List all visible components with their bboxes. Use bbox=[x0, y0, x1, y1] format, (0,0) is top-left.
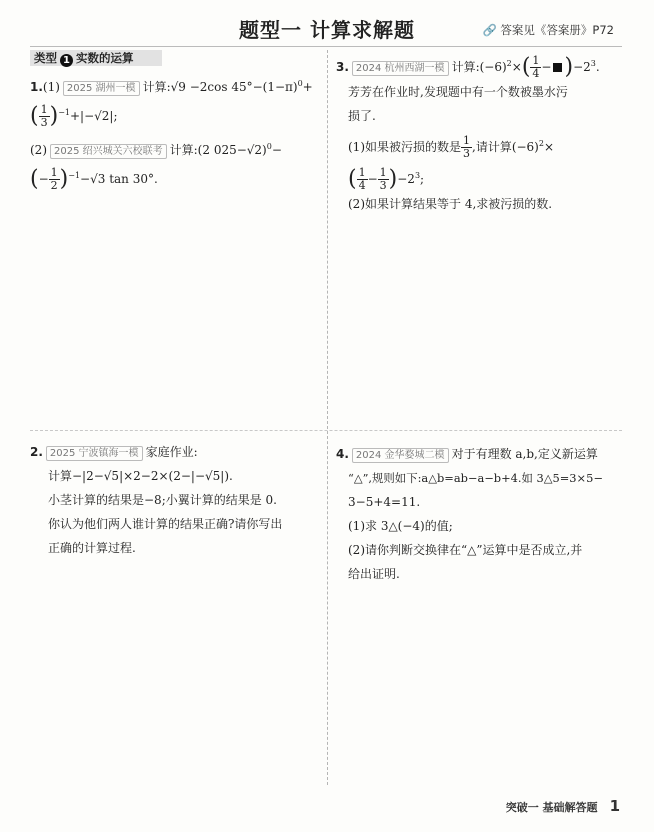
question-text: 芳芳在作业时,发现题中有一个数被墨水污 bbox=[348, 85, 568, 99]
question-4 bbox=[336, 442, 626, 586]
question-text: (2)请你判断交换律在“△”运算中是否成立,并 bbox=[348, 543, 583, 557]
exponent: 0 bbox=[266, 142, 272, 151]
question-text: 计算: bbox=[142, 80, 171, 94]
question-number: 2. bbox=[30, 445, 43, 459]
question-text: 给出证明. bbox=[348, 567, 400, 581]
question-number: 4. bbox=[336, 447, 349, 461]
exponent: 0 bbox=[297, 79, 303, 88]
footer-section: 突破一 基础解答题 bbox=[505, 801, 598, 814]
exponent: 3 bbox=[590, 59, 596, 68]
question-number: 3. bbox=[336, 60, 349, 74]
link-icon: 🔗 bbox=[482, 23, 497, 37]
answer-reference-text: 答案见《答案册》P72 bbox=[500, 23, 614, 37]
expression: −√3 tan 30°. bbox=[80, 172, 158, 186]
exponent: −1 bbox=[58, 108, 70, 117]
operator: × bbox=[543, 140, 555, 154]
question-text: 正确的计算过程. bbox=[48, 541, 136, 555]
question-text: 家庭作业: bbox=[145, 445, 198, 459]
operator: − bbox=[271, 143, 282, 157]
operator: − bbox=[38, 172, 49, 186]
fraction: $\frac{1}{3}$ bbox=[463, 134, 470, 160]
question-text: ,请计算(−6) bbox=[472, 140, 539, 154]
question-number: 1. bbox=[30, 80, 43, 94]
punctuation: ; bbox=[420, 172, 425, 186]
question-1: 1.(1) 2025 湖州一模 计算:√9 −2cos $45^\circ-(1-\pi)^0+$ ( $\frac{1}{3}$ )$^{-1}$+|−√2|; (2) 2025 绍兴城关六校联考 计算:(2 025−√2)$^0$− (− $\frac{1}{2}$ )$^{-1}$−√3 tan 30°. bbox=[30, 79, 313, 192]
expression: √9 −2cos 45°−(1−π) bbox=[170, 80, 298, 94]
source-tag: 2025 绍兴城关六校联考 bbox=[50, 144, 167, 159]
question-text: (1)如果被污损的数是 bbox=[348, 140, 461, 154]
question-text: (2)如果计算结果等于 4,求被污损的数. bbox=[348, 197, 553, 211]
page-number: 1 bbox=[609, 797, 620, 815]
expression: 计算:(−6) bbox=[451, 60, 507, 74]
question-text: 损了. bbox=[348, 109, 376, 123]
source-tag: 2025 湖州一模 bbox=[63, 81, 140, 96]
expression: −2 bbox=[397, 172, 415, 186]
ink-blot bbox=[553, 63, 562, 72]
row-divider bbox=[30, 430, 622, 431]
type-number-badge: 1 bbox=[60, 54, 73, 67]
type-name: 实数的运算 bbox=[76, 51, 134, 65]
fraction: $\frac{1}{3}$ bbox=[379, 166, 387, 192]
exponent: 2 bbox=[506, 59, 512, 68]
part-label: (2) bbox=[30, 143, 47, 157]
question-text: “△”,规则如下:a△b=ab−a−b+4.如 3△5=3×5− bbox=[348, 471, 603, 485]
fraction: $\frac{1}{2}$ bbox=[50, 166, 58, 192]
question-2 bbox=[30, 440, 322, 560]
source-tag: 2025 宁波镇海一模 bbox=[46, 446, 143, 461]
question-text: 对于有理数 a,b,定义新运算 bbox=[451, 447, 598, 461]
fraction: $\frac{1}{4}$ bbox=[358, 166, 366, 192]
question-text: 计算−|2−√5|×2−2×(2−|−√5|). bbox=[48, 469, 233, 483]
punctuation: . bbox=[595, 60, 600, 74]
fraction: $\frac{1}{4}$ bbox=[532, 54, 540, 80]
type-label: 类型 bbox=[34, 51, 57, 65]
fraction: $\frac{1}{3}$ bbox=[40, 103, 48, 129]
page-title: 题型一 计算求解题 bbox=[239, 18, 415, 42]
source-tag: 2024 杭州西湖一模 bbox=[352, 61, 449, 76]
expression: 计算:(2 025−√2) bbox=[169, 143, 267, 157]
column-divider bbox=[327, 50, 328, 785]
exponent: −1 bbox=[68, 171, 81, 180]
question-text: 你认为他们两人谁计算的结果正确?请你写出 bbox=[48, 517, 283, 531]
source-tag: 2024 金华婺城二模 bbox=[352, 448, 449, 463]
question-text: 3−5+4=11. bbox=[348, 495, 421, 509]
top-rule bbox=[30, 46, 622, 47]
question-3: 3. 2024 杭州西湖一模 计算$:(-6)^2\times$( $\frac{1}{4}$ − )$-2^3$. 芳芳在作业时,发现题中有一个数被墨水污 损了. (1)如果被污损的数是 $\frac{1}{3}$ ,请计算$(-6)^2\times$ ( $\frac{1}{4}$ − $\frac{1}{3}$ )$-2^3$; (2)如果计算结果等于 4,求被污损的数. bbox=[336, 52, 626, 216]
operator: × bbox=[511, 60, 522, 74]
exponent: 3 bbox=[414, 171, 421, 180]
exponent: 2 bbox=[538, 139, 544, 148]
type-header bbox=[30, 50, 162, 66]
answer-reference bbox=[482, 22, 614, 38]
question-text: (1)求 3△(−4)的值; bbox=[348, 519, 453, 533]
footer bbox=[506, 797, 620, 815]
part-label: (1) bbox=[42, 80, 60, 94]
expression: −2 bbox=[573, 60, 591, 74]
question-text: 小茎计算的结果是−8;小翼计算的结果是 0. bbox=[48, 493, 277, 507]
operator: + bbox=[302, 80, 313, 94]
expression: +|−√2|; bbox=[69, 109, 118, 123]
